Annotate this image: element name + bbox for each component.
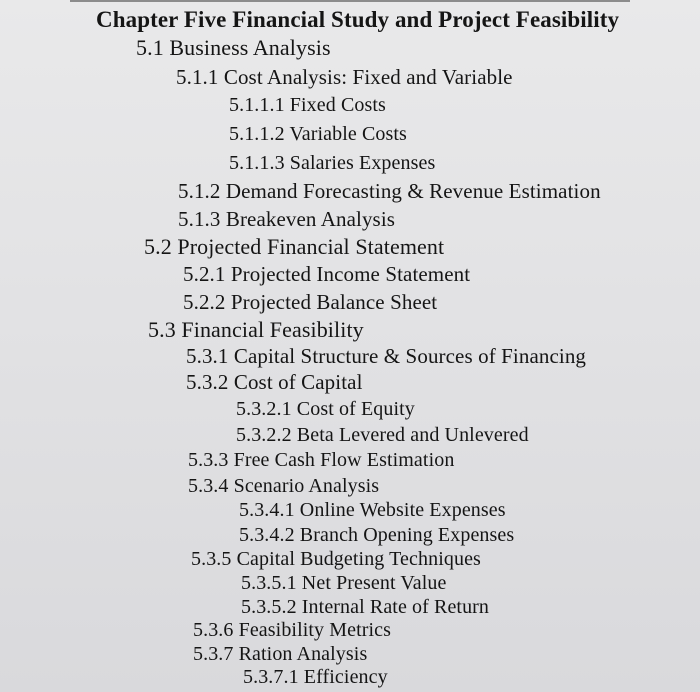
toc-entry-5-1-1: 5.1.1 Cost Analysis: Fixed and Variable [176, 65, 513, 89]
toc-entry-5-1-2: 5.1.2 Demand Forecasting & Revenue Estimation [178, 179, 601, 203]
toc-entry-5-2: 5.2 Projected Financial Statement [144, 234, 445, 259]
toc-entry-5-3-5-1: 5.3.5.1 Net Present Value [241, 572, 447, 594]
toc-entry-5-3-5: 5.3.5 Capital Budgeting Techniques [191, 548, 481, 570]
toc-entry-5-3: 5.3 Financial Feasibility [148, 317, 364, 342]
toc-entry-5-1: 5.1 Business Analysis [136, 35, 331, 60]
toc-entry-5-3-7: 5.3.7 Ration Analysis [193, 643, 368, 665]
chapter-title: Chapter Five Financial Study and Project Feasibility [96, 7, 620, 32]
toc-entry-5-3-5-2: 5.3.5.2 Internal Rate of Return [241, 596, 490, 618]
toc-entry-5-1-1-3: 5.1.1.3 Salaries Expenses [229, 152, 436, 174]
toc-entry-5-3-4-2: 5.3.4.2 Branch Opening Expenses [239, 524, 515, 546]
toc-entry-5-1-1-1: 5.1.1.1 Fixed Costs [229, 94, 386, 116]
toc-entry-5-3-1: 5.3.1 Capital Structure & Sources of Financing [186, 344, 587, 368]
toc-entry-5-1-3: 5.1.3 Breakeven Analysis [178, 207, 396, 231]
page-top-edge [70, 0, 630, 2]
toc-entry-5-3-6: 5.3.6 Feasibility Metrics [193, 619, 392, 641]
toc-entry-5-3-4: 5.3.4 Scenario Analysis [188, 475, 380, 497]
toc-entry-5-1-1-2: 5.1.1.2 Variable Costs [229, 123, 407, 145]
toc-entry-5-3-4-1: 5.3.4.1 Online Website Expenses [239, 499, 506, 521]
toc-entry-5-3-2-1: 5.3.2.1 Cost of Equity [236, 398, 415, 420]
toc-entry-5-3-2: 5.3.2 Cost of Capital [186, 370, 363, 394]
toc-entry-5-3-3: 5.3.3 Free Cash Flow Estimation [188, 449, 455, 471]
toc-entry-5-3-2-2: 5.3.2.2 Beta Levered and Unlevered [236, 424, 529, 446]
toc-entry-5-3-7-1: 5.3.7.1 Efficiency [243, 666, 388, 688]
toc-entry-5-2-2: 5.2.2 Projected Balance Sheet [183, 290, 438, 314]
toc-entry-5-2-1: 5.2.1 Projected Income Statement [183, 262, 471, 286]
